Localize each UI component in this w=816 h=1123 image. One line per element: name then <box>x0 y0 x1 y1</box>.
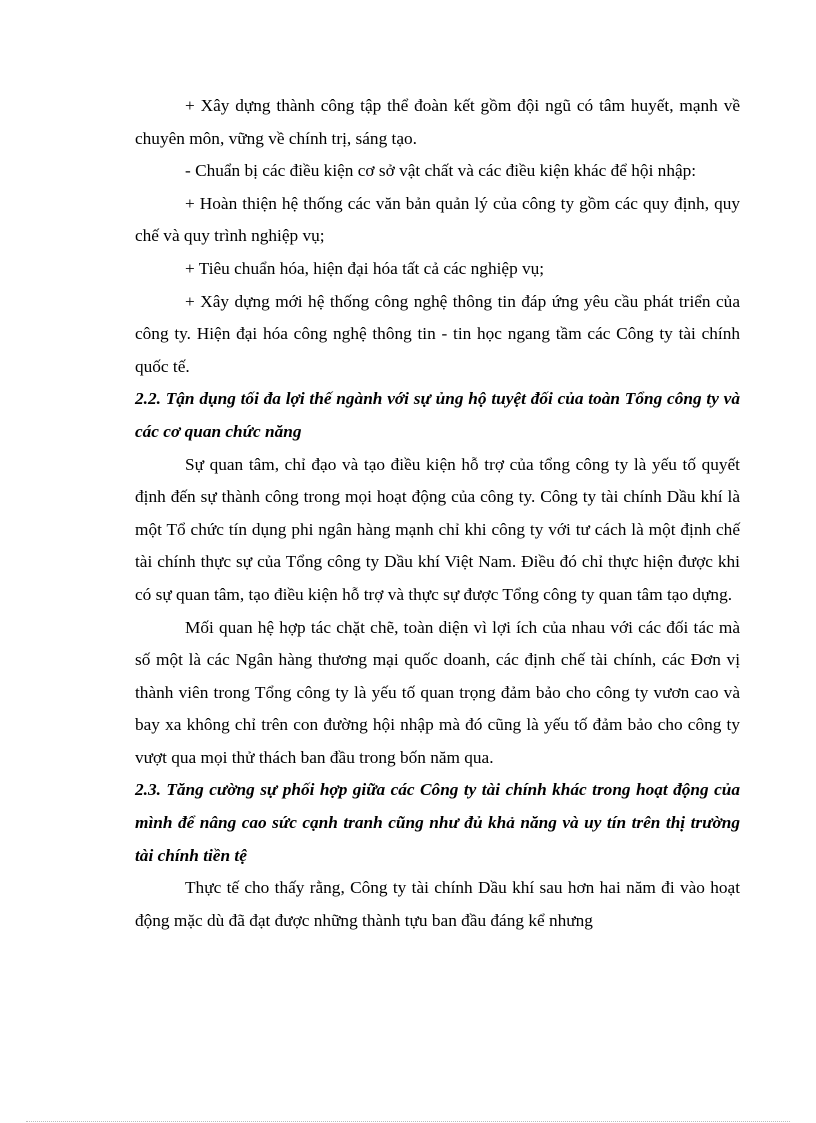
document-page <box>135 90 740 937</box>
body-paragraph: - Chuẩn bị các điều kiện cơ sở vật chất và các điều kiện khác để hội nhập: <box>185 161 697 181</box>
section-heading-2-3: 2.3. Tăng cường sự phối hợp giữa các Công ty tài chính khác trong hoạt động của mình để nâng cao sức cạnh tranh cũng như đủ khả năng và uy tín trên thị trường tài chính tiền tệ <box>135 780 740 865</box>
body-paragraph: + Tiêu chuẩn hóa, hiện đại hóa tất cả các nghiệp vụ; <box>185 258 545 278</box>
body-paragraph: + Xây dựng thành công tập thể đoàn kết gồm đội ngũ có tâm huyết, mạnh về chuyên môn, vững về chính trị, sáng tạo. <box>135 96 740 148</box>
page-bottom-divider <box>26 1121 790 1122</box>
body-paragraph: Mối quan hệ hợp tác chặt chẽ, toàn diện vì lợi ích của nhau với các đối tác mà số một là các Ngân hàng thương mại quốc doanh, các định chế tài chính, các Đơn vị thành viên trong Tổng công ty là yếu tố quan trọng đảm bảo cho công ty vươn cao và bay xa không chỉ trên con đường hội nhập mà đó cũng là yếu tố đảm bảo cho công ty vượt qua mọi thử thách ban đầu trong bốn năm qua. <box>135 617 740 767</box>
body-paragraph: Sự quan tâm, chỉ đạo và tạo điều kiện hỗ trợ của tổng công ty là yếu tố quyết định đến sự thành công trong mọi hoạt động của công ty. Công ty tài chính Dầu khí là một Tổ chức tín dụng phi ngân hàng mạnh chỉ khi công ty với tư cách là một định chế tài chính thực sự của Tổng công ty Dầu khí Việt Nam. Điều đó chỉ thực hiện được khi có sự quan tâm, tạo điều kiện hỗ trợ và thực sự được Tổng công ty quan tâm tạo dựng. <box>135 454 740 604</box>
body-paragraph: Thực tế cho thấy rằng, Công ty tài chính Dầu khí sau hơn hai năm đi vào hoạt động mặc dù đã đạt được những thành tựu ban đầu đáng kể nhưng <box>135 878 740 930</box>
body-paragraph: + Xây dựng mới hệ thống công nghệ thông tin đáp ứng yêu cầu phát triển của công ty. Hiện đại hóa công nghệ thông tin - tin học ngang tầm các Công ty tài chính quốc tế. <box>135 291 740 376</box>
section-heading-2-2: 2.2. Tận dụng tối đa lợi thế ngành với sự ủng hộ tuyệt đối của toàn Tổng công ty và các cơ quan chức năng <box>135 389 740 441</box>
body-paragraph: + Hoàn thiện hệ thống các văn bản quản lý của công ty gồm các quy định, quy chế và quy trình nghiệp vụ; <box>135 193 740 246</box>
